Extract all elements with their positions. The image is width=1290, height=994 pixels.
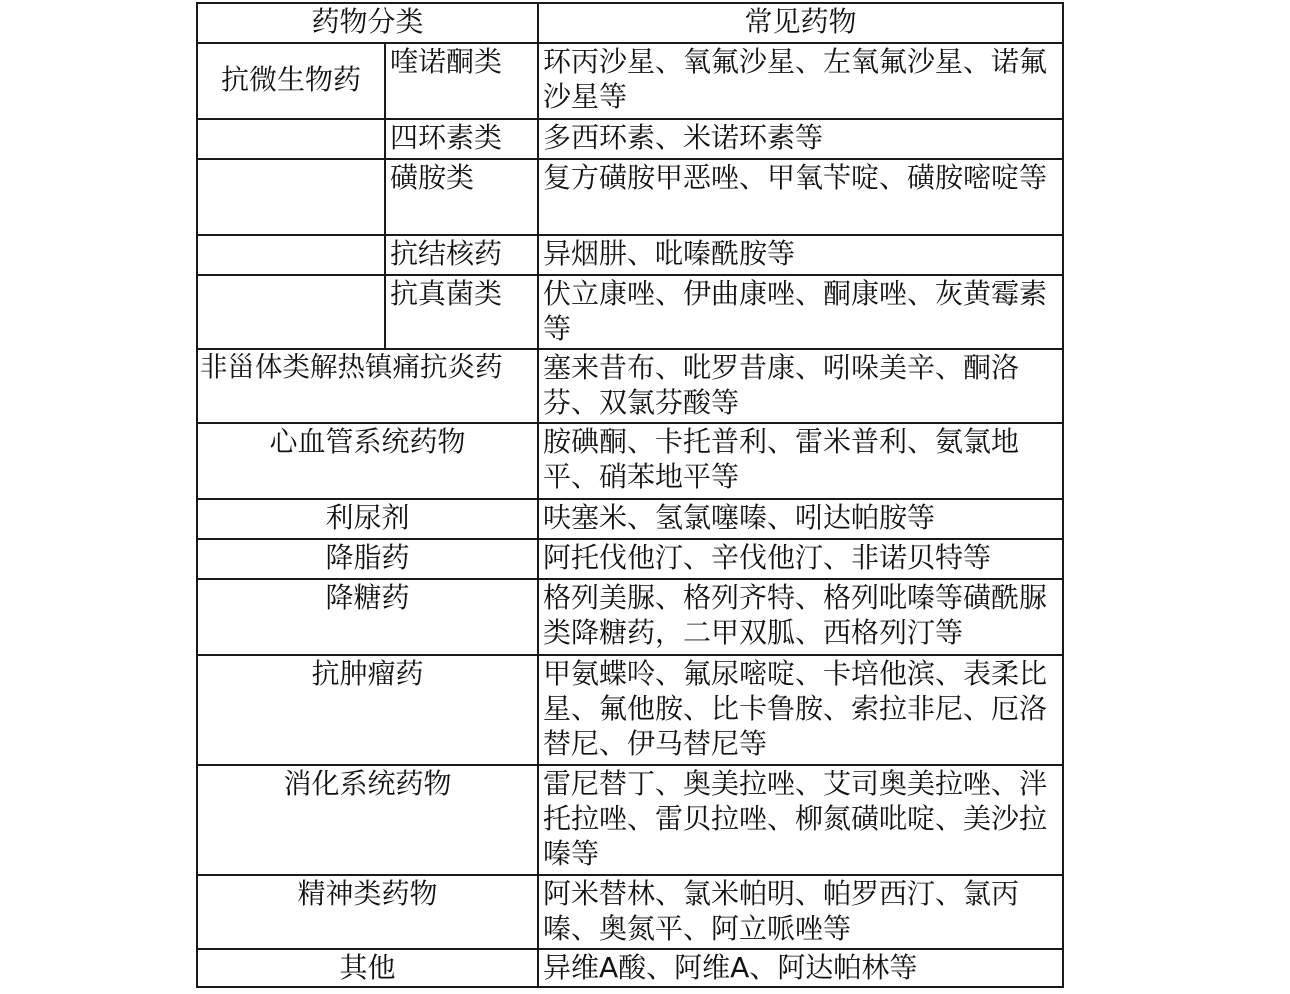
drugs-cell: 呋塞米、氢氯噻嗪、吲达帕胺等 xyxy=(538,499,1063,539)
category-cell: 精神类药物 xyxy=(197,875,538,949)
header-row xyxy=(197,3,1063,43)
category-cell: 其他 xyxy=(197,949,538,987)
header-category: 药物分类 xyxy=(197,3,538,43)
subcategory-cell: 磺胺类 xyxy=(385,159,538,235)
drugs-cell: 雷尼替丁、奥美拉唑、艾司奥美拉唑、泮托拉唑、雷贝拉唑、柳氮磺吡啶、美沙拉嗪等 xyxy=(538,765,1063,875)
table-row xyxy=(197,875,1063,949)
table-row xyxy=(197,579,1063,655)
table-row xyxy=(197,765,1063,875)
drugs-cell: 阿托伐他汀、辛伐他汀、非诺贝特等 xyxy=(538,539,1063,579)
table-row xyxy=(197,949,1063,987)
table-row xyxy=(197,275,1063,349)
drugs-cell: 复方磺胺甲恶唑、甲氧苄啶、磺胺嘧啶等 xyxy=(538,159,1063,235)
empty-cell xyxy=(197,159,385,235)
category-cell: 利尿剂 xyxy=(197,499,538,539)
empty-cell xyxy=(197,119,385,159)
table-row xyxy=(197,539,1063,579)
drugs-cell: 环丙沙星、氧氟沙星、左氧氟沙星、诺氟沙星等 xyxy=(538,43,1063,119)
drug-classification-table xyxy=(196,2,1064,988)
category-antimicrobial: 抗微生物药 xyxy=(220,63,361,96)
subcategory-cell: 抗真菌类 xyxy=(385,275,538,349)
category-cell: 心血管系统药物 xyxy=(197,423,538,499)
empty-cell xyxy=(197,275,385,349)
table-row xyxy=(197,43,1063,119)
table-row xyxy=(197,159,1063,235)
category-cell: 非甾体类解热镇痛抗炎药 xyxy=(197,349,538,423)
category-cell xyxy=(197,43,385,119)
table-row xyxy=(197,655,1063,765)
table-row xyxy=(197,235,1063,275)
drugs-cell: 胺碘酮、卡托普利、雷米普利、氨氯地平、硝苯地平等 xyxy=(538,423,1063,499)
subcategory-cell: 抗结核药 xyxy=(385,235,538,275)
subcategory-cell: 四环素类 xyxy=(385,119,538,159)
drugs-cell: 异烟肼、吡嗪酰胺等 xyxy=(538,235,1063,275)
table-row xyxy=(197,499,1063,539)
drugs-cell: 阿米替林、氯米帕明、帕罗西汀、氯丙嗪、奥氮平、阿立哌唑等 xyxy=(538,875,1063,949)
drugs-cell: 伏立康唑、伊曲康唑、酮康唑、灰黄霉素等 xyxy=(538,275,1063,349)
drugs-cell: 多西环素、米诺环素等 xyxy=(538,119,1063,159)
table-row xyxy=(197,349,1063,423)
drugs-cell: 异维A酸、阿维A、阿达帕林等 xyxy=(538,949,1063,987)
drugs-cell: 塞来昔布、吡罗昔康、吲哚美辛、酮洛芬、双氯芬酸等 xyxy=(538,349,1063,423)
category-cell: 消化系统药物 xyxy=(197,765,538,875)
table-row xyxy=(197,119,1063,159)
header-drugs: 常见药物 xyxy=(538,3,1063,43)
drugs-cell: 甲氨蝶呤、氟尿嘧啶、卡培他滨、表柔比星、氟他胺、比卡鲁胺、索拉非尼、厄洛替尼、伊马替尼等 xyxy=(538,655,1063,765)
table-row xyxy=(197,423,1063,499)
category-cell: 抗肿瘤药 xyxy=(197,655,538,765)
category-cell: 降脂药 xyxy=(197,539,538,579)
category-cell: 降糖药 xyxy=(197,579,538,655)
drugs-cell: 格列美脲、格列齐特、格列吡嗪等磺酰脲类降糖药，二甲双胍、西格列汀等 xyxy=(538,579,1063,655)
empty-cell xyxy=(197,235,385,275)
subcategory-cell: 喹诺酮类 xyxy=(385,43,538,119)
